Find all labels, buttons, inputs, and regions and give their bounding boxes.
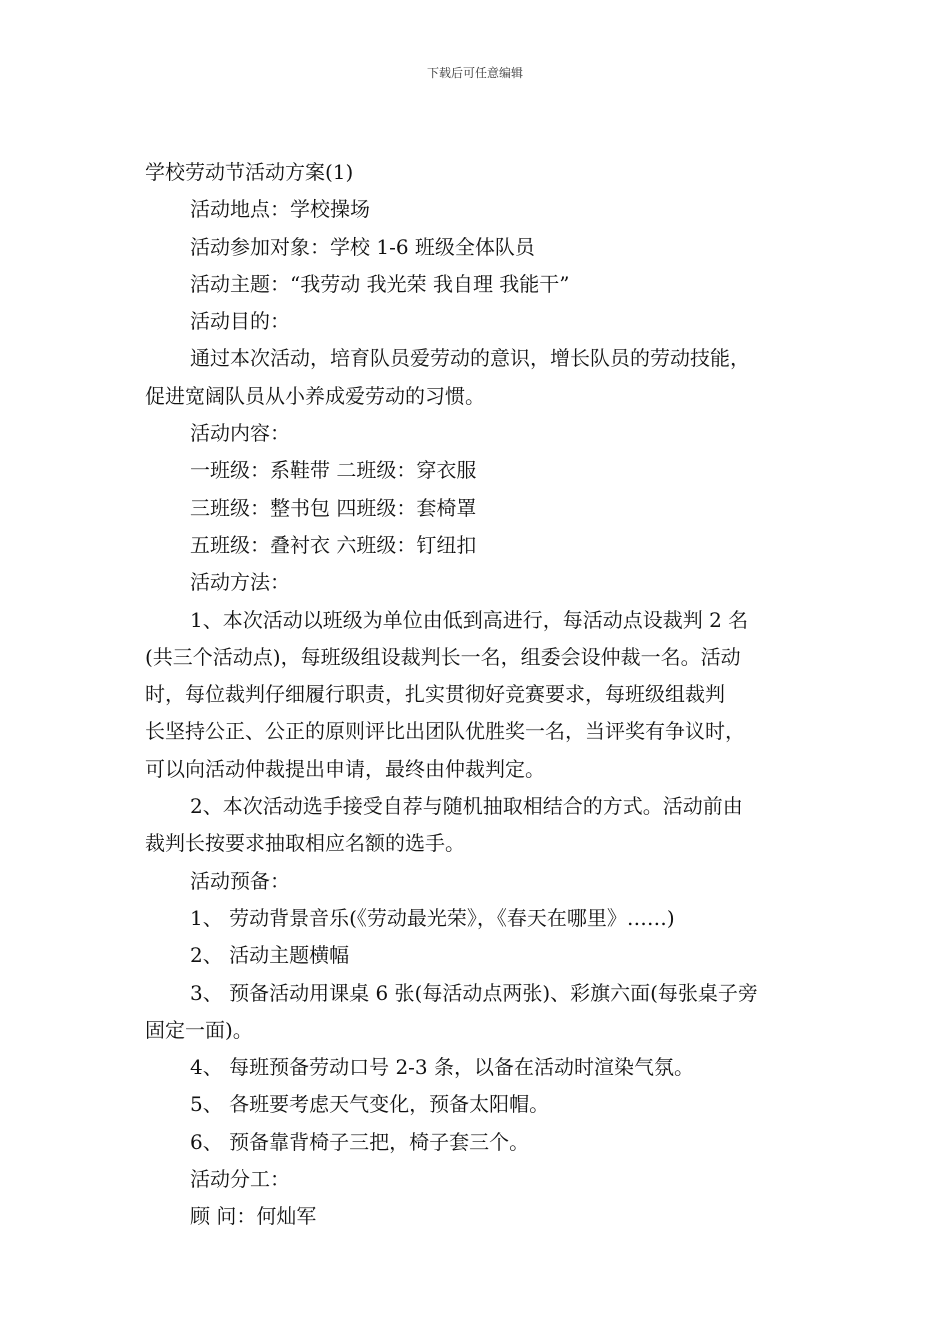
page-header-note: 下载后可任意编辑 [426, 66, 523, 80]
prep-item-3-line: 3、 预备活动用课桌 6 张(每活动点两张)、彩旗六面(每张桌子旁 [190, 980, 758, 1005]
prep-item-1: 1、 劳动背景音乐(《劳动最光荣》，《春天在哪里》……) [190, 905, 675, 930]
advisor-line: 顾 问：何灿军 [190, 1204, 317, 1229]
document-title: 学校劳动节活动方案(1) [145, 160, 354, 184]
method-1-line: 1、本次活动以班级为单位由低到高进行，每活动点设裁判 2 名 [190, 607, 749, 632]
prep-heading: 活动预备： [190, 868, 290, 893]
activity-location: 活动地点：学校操场 [190, 197, 370, 222]
prep-item-2: 2、 活动主题横幅 [190, 943, 350, 968]
content-item: 三班级：整书包 四班级：套椅罩 [190, 495, 477, 520]
activity-participants: 活动参加对象：学校 1-6 班级全体队员 [190, 234, 535, 259]
method-2-line: 2、本次活动选手接受自荐与随机抽取相结合的方式。活动前由 [190, 794, 743, 819]
method-1-line: 长坚持公正、公正的原则评比出团队优胜奖一名，当评奖有争议时， [145, 719, 745, 744]
prep-item-5: 5、 各班要考虑天气变化，预备太阳帽。 [190, 1092, 550, 1117]
prep-item-4: 4、 每班预备劳动口号 2-3 条，以备在活动时渲染气氛。 [190, 1055, 695, 1080]
activity-theme: 活动主题：“我劳动 我光荣 我自理 我能干” [190, 271, 570, 296]
content-item: 一班级：系鞋带 二班级：穿衣服 [190, 458, 477, 483]
purpose-line: 促进宽阔队员从小养成爱劳动的习惯。 [145, 383, 485, 408]
method-2-line: 裁判长按要求抽取相应名额的选手。 [145, 831, 465, 856]
method-heading: 活动方法： [190, 570, 290, 595]
method-2-paragraph [145, 788, 835, 863]
content-item: 五班级：叠衬衣 六班级：钉纽扣 [190, 532, 477, 557]
purpose-paragraph [145, 340, 835, 415]
purpose-line: 通过本次活动，培育队员爱劳动的意识，增长队员的劳动技能， [190, 346, 750, 371]
method-1-line: (共三个活动点)，每班级组设裁判长一名，组委会设仲裁一名。活动 [145, 644, 741, 669]
prep-item-3-line: 固定一面)。 [145, 1017, 253, 1042]
method-1-line: 时，每位裁判仔细履行职责，扎实贯彻好竞赛要求，每班级组裁判 [145, 682, 725, 707]
purpose-heading: 活动目的： [190, 309, 290, 334]
method-1-line: 可以向活动仲裁提出申请，最终由仲裁判定。 [145, 756, 545, 781]
division-heading: 活动分工： [190, 1167, 290, 1192]
prep-item-6: 6、 预备靠背椅子三把，椅子套三个。 [190, 1129, 530, 1154]
content-heading: 活动内容： [190, 421, 290, 446]
document-body [145, 154, 835, 1236]
prep-item-3 [145, 975, 835, 1050]
method-1-paragraph [145, 602, 835, 788]
